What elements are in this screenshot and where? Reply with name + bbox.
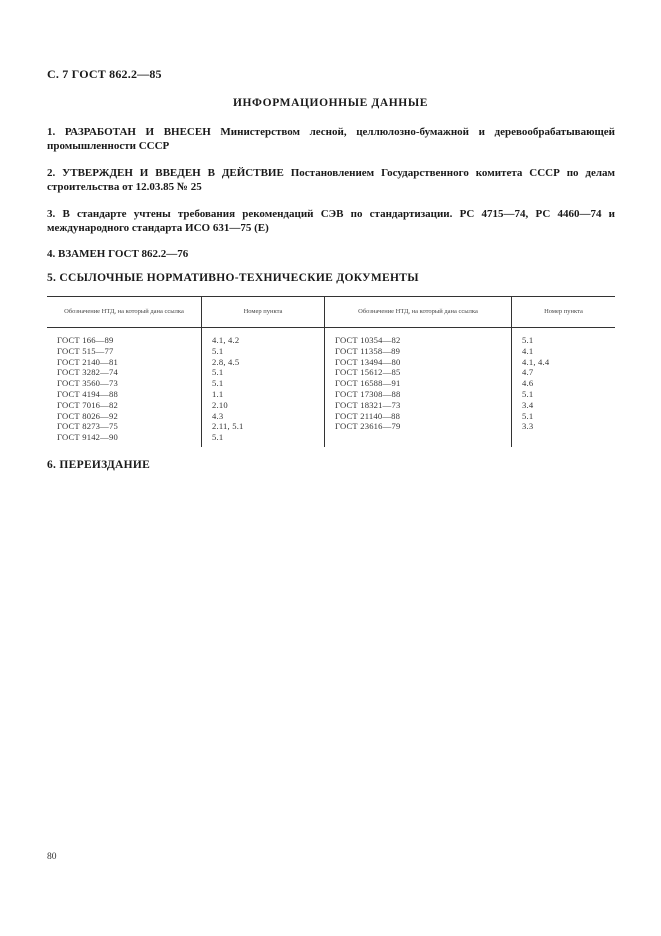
table-cell-entry: ГОСТ 21140—88	[335, 410, 401, 421]
info-item-4	[47, 247, 615, 261]
table-cell-entry: 1.1	[212, 388, 224, 399]
item-text: В стандарте учтены требования рекомендаций СЭВ по стандартизации. РС 4715—74, РС 4460—74 и международного стандарта ИСО 631—75 (Е)	[47, 208, 616, 234]
right-docs-cell	[325, 328, 512, 448]
item-number: 1.	[47, 126, 56, 138]
table-cell-entry: ГОСТ 8273—75	[57, 421, 118, 432]
table-cell-entry: ГОСТ 4194—88	[57, 388, 118, 399]
col-header-point-right: Номер пункта	[512, 297, 616, 328]
section-5-heading: 5. ССЫЛОЧНЫЕ НОРМАТИВНО-ТЕХНИЧЕСКИЕ ДОКУМЕНТЫ	[47, 272, 419, 284]
table-cell-entry: ГОСТ 18321—73	[335, 399, 401, 410]
table-cell-entry: 2.10	[212, 399, 228, 410]
table-cell-entry: ГОСТ 16588—91	[335, 378, 401, 389]
section-6-heading: 6. ПЕРЕИЗДАНИЕ	[47, 459, 151, 471]
table-cell-entry: ГОСТ 515—77	[57, 345, 114, 356]
table-cell-entry: 5.1	[212, 367, 224, 378]
table-cell-entry: ГОСТ 11358—89	[335, 345, 401, 356]
table-cell-entry: 5.1	[212, 378, 224, 389]
table-cell-entry: 4.1, 4.2	[212, 335, 240, 345]
left-docs-cell	[47, 328, 202, 448]
left-points-cell	[202, 328, 325, 448]
table-cell-entry: ГОСТ 3282—74	[57, 367, 118, 378]
info-item-2	[47, 166, 615, 194]
table-body-row	[47, 328, 615, 448]
page-number: 80	[47, 852, 57, 862]
table-cell-entry: ГОСТ 7016—82	[57, 399, 118, 410]
item-heading: РАЗРАБОТАН И ВНЕСЕН	[64, 126, 211, 138]
table-cell-entry: 2.11, 5.1	[212, 421, 244, 432]
table-cell-entry: ГОСТ 15612—85	[335, 367, 401, 378]
item-text: Постановлением Государственного комитета СССР по делам строительства от 12.03.85 № 25	[47, 167, 616, 193]
table-cell-entry: 3.4	[522, 399, 534, 410]
item-text: Министерством лесной, целлюлозно-бумажной и деревообрабатывающей промышленности СССР	[47, 126, 616, 152]
page-header: С. 7 ГОСТ 862.2—85	[47, 67, 162, 81]
table-cell-entry: 4.6	[522, 378, 534, 389]
table-cell-entry: 4.3	[212, 410, 224, 421]
item-number: 2.	[47, 167, 56, 179]
table-cell-entry: ГОСТ 17308—88	[335, 388, 401, 399]
item-heading: УТВЕРЖДЕН И ВВЕДЕН В ДЕЙСТВИЕ	[62, 167, 284, 179]
table-header-row	[47, 297, 615, 328]
table-cell-entry: ГОСТ 8026—92	[57, 410, 118, 421]
item-number: 3.	[47, 208, 56, 220]
table-cell-entry: ГОСТ 23616—79	[335, 421, 401, 432]
table-cell-entry: ГОСТ 9142—90	[57, 432, 118, 443]
table-cell-entry: ГОСТ 10354—82	[335, 335, 401, 345]
col-header-point-left: Номер пункта	[202, 297, 325, 328]
table-cell-entry: ГОСТ 166—89	[57, 335, 114, 345]
item-text: ВЗАМЕН ГОСТ 862.2—76	[58, 248, 189, 260]
col-header-doc-right: Обозначение НТД, на который дана ссылка	[325, 297, 512, 328]
page-title: ИНФОРМАЦИОННЫЕ ДАННЫЕ	[232, 97, 429, 109]
table-cell-entry: 4.7	[522, 367, 534, 378]
col-header-doc-left: Обозначение НТД, на который дана ссылка	[47, 297, 202, 328]
info-item-3	[47, 207, 615, 235]
info-item-1	[47, 125, 615, 153]
table-cell-entry: 5.1	[212, 432, 224, 443]
right-points-cell	[512, 328, 616, 448]
table-cell-entry: ГОСТ 2140—81	[57, 356, 118, 367]
table-cell-entry: ГОСТ 3560—73	[57, 378, 118, 389]
table-cell-entry: ГОСТ 13494—80	[335, 356, 401, 367]
table-cell-entry: 5.1	[212, 345, 224, 356]
table-cell-entry: 5.1	[522, 388, 534, 399]
item-number: 4.	[47, 248, 56, 260]
table-cell-entry: 4.1, 4.4	[522, 356, 550, 367]
table-cell-entry: 2.8, 4.5	[212, 356, 240, 367]
table-cell-entry: 4.1	[522, 345, 534, 356]
table-cell-entry: 5.1	[522, 410, 534, 421]
table-cell-entry: 3.3	[522, 421, 534, 432]
table-cell-entry: 5.1	[522, 335, 534, 345]
references-table	[47, 296, 615, 447]
